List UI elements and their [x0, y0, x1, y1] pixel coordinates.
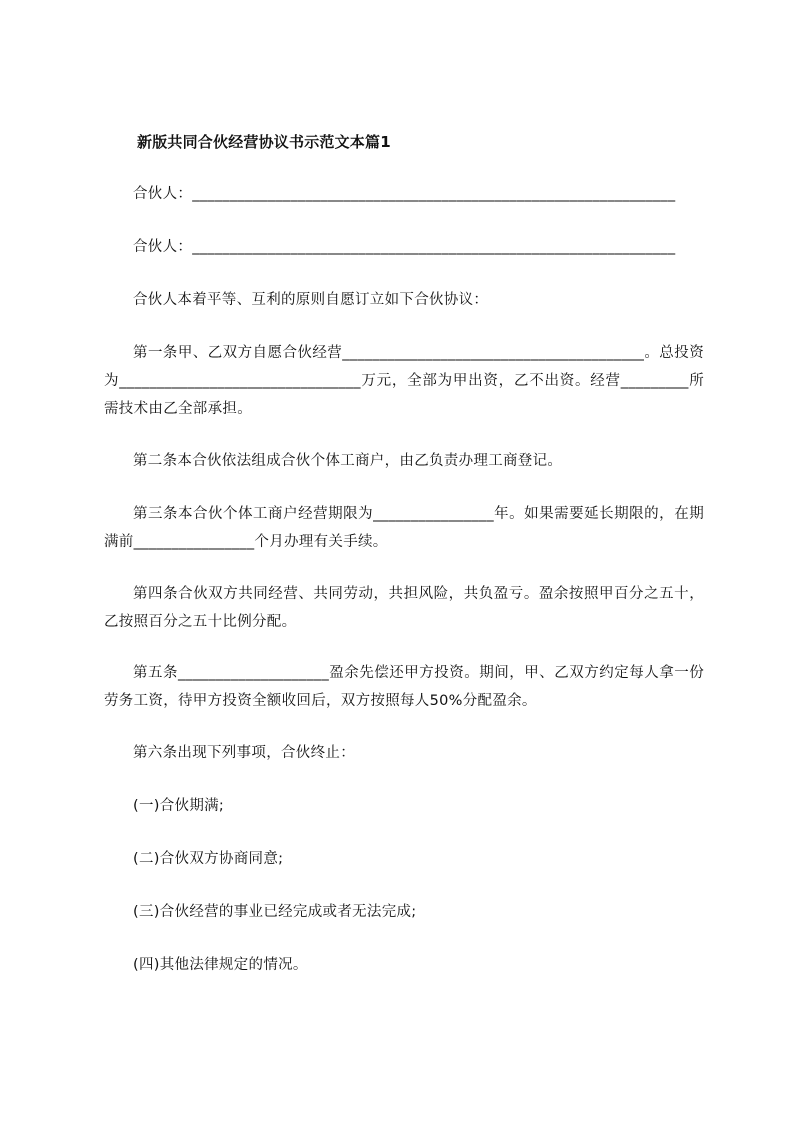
- termination-item-3: (三)合伙经营的事业已经完成或者无法完成;: [133, 904, 417, 920]
- article-1: 第一条甲、乙双方自愿合伙经营________________________________________。总投资为________________________________万元，全部为甲出资，乙不出资。经营_________所需技术由乙全部承担。: [104, 345, 704, 417]
- termination-item-4: (四)其他法律规定的情况。: [133, 957, 308, 973]
- termination-item-2: (二)合伙双方协商同意;: [133, 851, 284, 867]
- article-4: 第四条合伙双方共同经营、共同劳动，共担风险，共负盈亏。盈余按照甲百分之五十，乙按照百分之五十比例分配。: [104, 586, 704, 630]
- article-6: 第六条出现下列事项，合伙终止：: [133, 745, 355, 761]
- agreement-intro: 合伙人本着平等、互利的原则自愿订立如下合伙协议：: [133, 292, 489, 308]
- article-5: 第五条____________________盈余先偿还甲方投资。期间，甲、乙双方约定每人拿一份劳务工资，待甲方投资全额收回后，双方按照每人50%分配盈余。: [104, 665, 704, 709]
- article-2: 第二条本合伙依法组成合伙个体工商户，由乙负责办理工商登记。: [133, 453, 563, 469]
- partner-line-1: 合伙人：________________________________________________________________: [133, 186, 676, 202]
- termination-item-1: (一)合伙期满;: [133, 798, 225, 814]
- article-3: 第三条本合伙个体工商户经营期限为________________年。如果需要延长期限的，在期满前________________个月办理有关手续。: [104, 506, 704, 550]
- partner-line-2: 合伙人：________________________________________________________________: [133, 239, 676, 255]
- document-title: 新版共同合伙经营协议书示范文本篇1: [137, 133, 391, 151]
